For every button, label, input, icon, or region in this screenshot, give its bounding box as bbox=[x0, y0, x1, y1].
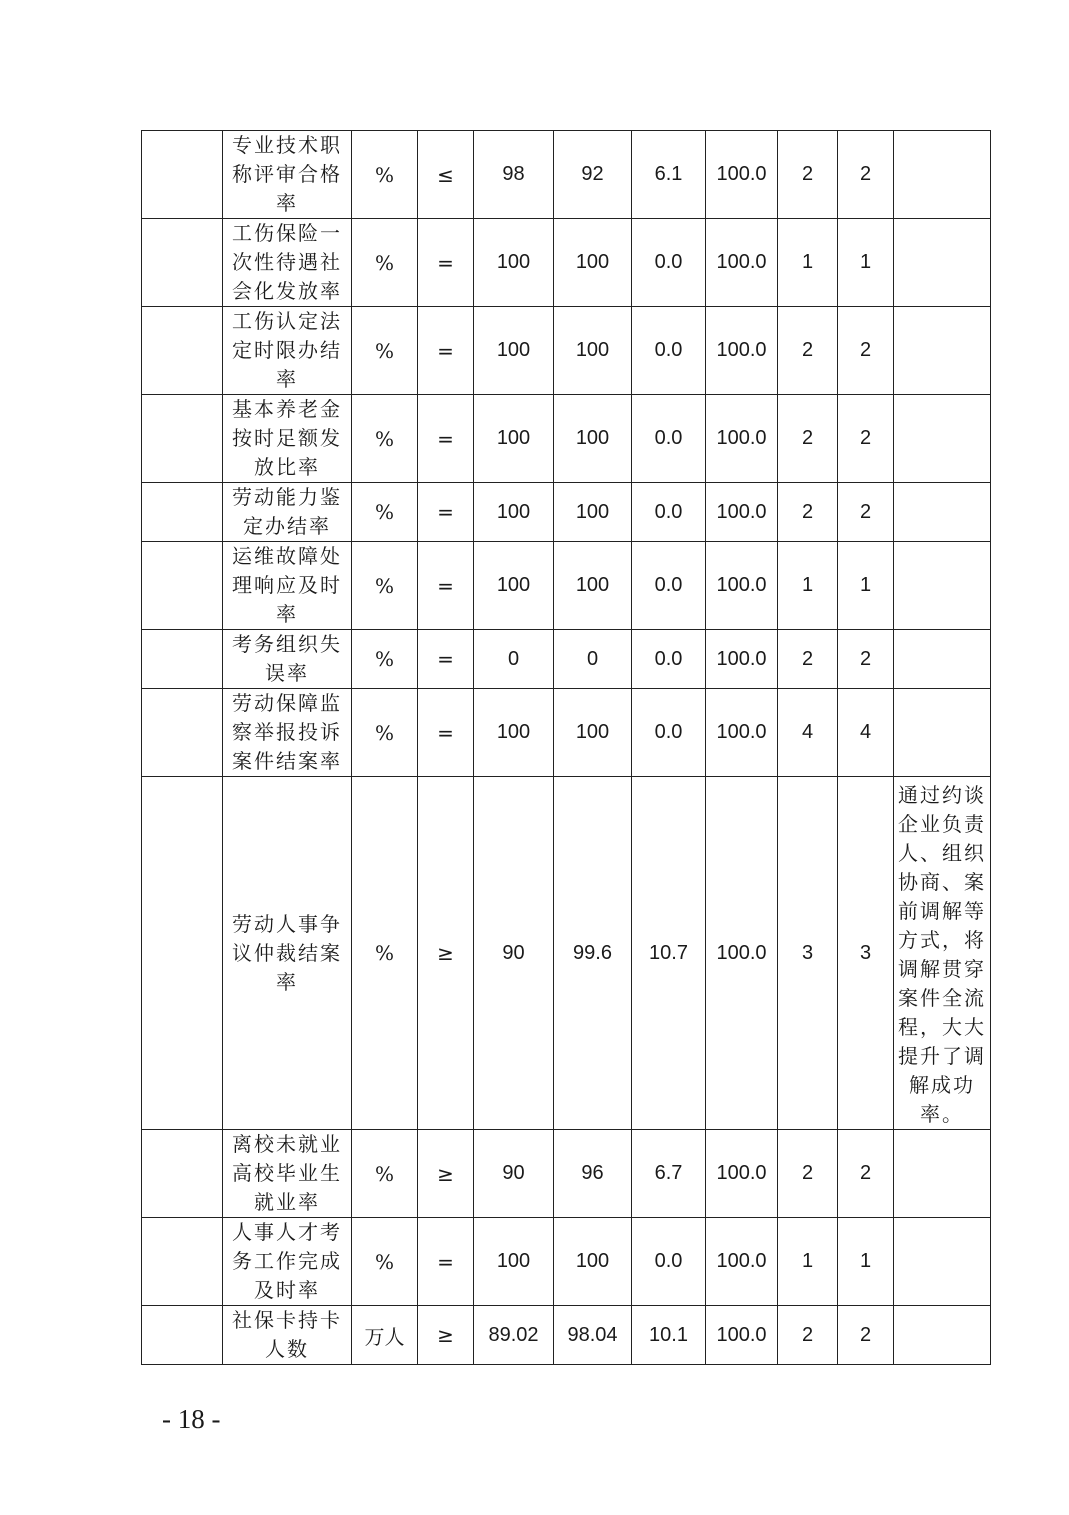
unit-cell: % bbox=[352, 483, 418, 542]
rate-cell: 0.0 bbox=[632, 689, 706, 777]
indicator-name: 劳动能力鉴定办结率 bbox=[223, 483, 352, 542]
indicator-name: 劳动保障监察举报投诉案件结案率 bbox=[223, 689, 352, 777]
score-rate-cell: 100.0 bbox=[706, 483, 778, 542]
actual-cell: 98.04 bbox=[554, 1306, 632, 1365]
indicator-name: 基本养老金按时足额发放比率 bbox=[223, 395, 352, 483]
unit-cell: % bbox=[352, 689, 418, 777]
rate-cell: 6.1 bbox=[632, 131, 706, 219]
score-cell: 2 bbox=[838, 1130, 894, 1218]
rate-cell: 0.0 bbox=[632, 542, 706, 630]
category-cell bbox=[142, 1218, 223, 1306]
indicator-name: 工伤保险一次性待遇社会化发放率 bbox=[223, 219, 352, 307]
unit-cell: 万人 bbox=[352, 1306, 418, 1365]
note-cell bbox=[894, 219, 991, 307]
category-cell bbox=[142, 630, 223, 689]
indicator-name: 考务组织失误率 bbox=[223, 630, 352, 689]
note-cell: 通过约谈企业负责人、组织协商、案前调解等方式，将调解贯穿案件全流程，大大提升了调解成功率。 bbox=[894, 777, 991, 1130]
note-cell bbox=[894, 307, 991, 395]
note-cell bbox=[894, 395, 991, 483]
operator-cell: = bbox=[418, 483, 474, 542]
operator-cell: = bbox=[418, 395, 474, 483]
note-cell bbox=[894, 483, 991, 542]
score-rate-cell: 100.0 bbox=[706, 219, 778, 307]
actual-cell: 100 bbox=[554, 307, 632, 395]
unit-cell: % bbox=[352, 542, 418, 630]
table-row bbox=[142, 1306, 991, 1365]
actual-cell: 100 bbox=[554, 395, 632, 483]
indicator-name: 专业技术职称评审合格率 bbox=[223, 131, 352, 219]
category-cell bbox=[142, 542, 223, 630]
table-row bbox=[142, 630, 991, 689]
actual-cell: 100 bbox=[554, 219, 632, 307]
category-cell bbox=[142, 1306, 223, 1365]
note-cell bbox=[894, 1218, 991, 1306]
category-cell bbox=[142, 395, 223, 483]
score-rate-cell: 100.0 bbox=[706, 307, 778, 395]
table-row bbox=[142, 542, 991, 630]
operator-cell: ≤ bbox=[418, 131, 474, 219]
score-cell: 2 bbox=[838, 483, 894, 542]
target-cell: 100 bbox=[474, 689, 554, 777]
actual-cell: 0 bbox=[554, 630, 632, 689]
category-cell bbox=[142, 131, 223, 219]
target-cell: 100 bbox=[474, 542, 554, 630]
actual-cell: 100 bbox=[554, 542, 632, 630]
weight-cell: 2 bbox=[778, 1130, 838, 1218]
category-cell bbox=[142, 777, 223, 1130]
indicator-name: 离校未就业高校毕业生就业率 bbox=[223, 1130, 352, 1218]
unit-cell: % bbox=[352, 1218, 418, 1306]
actual-cell: 96 bbox=[554, 1130, 632, 1218]
score-rate-cell: 100.0 bbox=[706, 1306, 778, 1365]
rate-cell: 0.0 bbox=[632, 307, 706, 395]
actual-cell: 92 bbox=[554, 131, 632, 219]
rate-cell: 0.0 bbox=[632, 483, 706, 542]
table-row bbox=[142, 219, 991, 307]
page-number: - 18 - bbox=[162, 1404, 221, 1434]
weight-cell: 1 bbox=[778, 1218, 838, 1306]
score-rate-cell: 100.0 bbox=[706, 542, 778, 630]
unit-cell: % bbox=[352, 1130, 418, 1218]
table-row bbox=[142, 307, 991, 395]
note-cell bbox=[894, 542, 991, 630]
score-rate-cell: 100.0 bbox=[706, 395, 778, 483]
actual-cell: 100 bbox=[554, 483, 632, 542]
indicator-name: 劳动人事争议仲裁结案率 bbox=[223, 777, 352, 1130]
indicator-name: 人事人才考务工作完成及时率 bbox=[223, 1218, 352, 1306]
table-row bbox=[142, 1218, 991, 1306]
indicator-name: 社保卡持卡人数 bbox=[223, 1306, 352, 1365]
target-cell: 98 bbox=[474, 131, 554, 219]
operator-cell: = bbox=[418, 1218, 474, 1306]
unit-cell: % bbox=[352, 219, 418, 307]
note-cell bbox=[894, 131, 991, 219]
weight-cell: 2 bbox=[778, 483, 838, 542]
score-cell: 1 bbox=[838, 219, 894, 307]
category-cell bbox=[142, 1130, 223, 1218]
rate-cell: 0.0 bbox=[632, 1218, 706, 1306]
rate-cell: 10.1 bbox=[632, 1306, 706, 1365]
indicator-name: 运维故障处理响应及时率 bbox=[223, 542, 352, 630]
weight-cell: 1 bbox=[778, 542, 838, 630]
score-cell: 1 bbox=[838, 1218, 894, 1306]
score-rate-cell: 100.0 bbox=[706, 1218, 778, 1306]
operator-cell: ≥ bbox=[418, 777, 474, 1130]
operator-cell: = bbox=[418, 630, 474, 689]
rate-cell: 0.0 bbox=[632, 395, 706, 483]
actual-cell: 100 bbox=[554, 1218, 632, 1306]
operator-cell: = bbox=[418, 689, 474, 777]
operator-cell: = bbox=[418, 542, 474, 630]
table-row bbox=[142, 483, 991, 542]
actual-cell: 100 bbox=[554, 689, 632, 777]
table-row bbox=[142, 777, 991, 1130]
score-cell: 2 bbox=[838, 1306, 894, 1365]
table-row bbox=[142, 689, 991, 777]
unit-cell: % bbox=[352, 630, 418, 689]
target-cell: 100 bbox=[474, 395, 554, 483]
table-row bbox=[142, 395, 991, 483]
category-cell bbox=[142, 307, 223, 395]
target-cell: 100 bbox=[474, 219, 554, 307]
operator-cell: ≥ bbox=[418, 1130, 474, 1218]
weight-cell: 4 bbox=[778, 689, 838, 777]
unit-cell: % bbox=[352, 777, 418, 1130]
category-cell bbox=[142, 689, 223, 777]
target-cell: 90 bbox=[474, 777, 554, 1130]
target-cell: 100 bbox=[474, 1218, 554, 1306]
score-rate-cell: 100.0 bbox=[706, 689, 778, 777]
operator-cell: ≥ bbox=[418, 1306, 474, 1365]
score-rate-cell: 100.0 bbox=[706, 1130, 778, 1218]
score-rate-cell: 100.0 bbox=[706, 131, 778, 219]
unit-cell: % bbox=[352, 131, 418, 219]
score-cell: 2 bbox=[838, 395, 894, 483]
score-cell: 1 bbox=[838, 542, 894, 630]
note-cell bbox=[894, 630, 991, 689]
note-cell bbox=[894, 1130, 991, 1218]
score-cell: 3 bbox=[838, 777, 894, 1130]
weight-cell: 1 bbox=[778, 219, 838, 307]
category-cell bbox=[142, 483, 223, 542]
score-rate-cell: 100.0 bbox=[706, 777, 778, 1130]
weight-cell: 2 bbox=[778, 1306, 838, 1365]
rate-cell: 10.7 bbox=[632, 777, 706, 1130]
rate-cell: 6.7 bbox=[632, 1130, 706, 1218]
weight-cell: 2 bbox=[778, 630, 838, 689]
indicator-table bbox=[141, 130, 991, 1365]
weight-cell: 3 bbox=[778, 777, 838, 1130]
rate-cell: 0.0 bbox=[632, 219, 706, 307]
note-cell bbox=[894, 689, 991, 777]
target-cell: 100 bbox=[474, 483, 554, 542]
weight-cell: 2 bbox=[778, 131, 838, 219]
rate-cell: 0.0 bbox=[632, 630, 706, 689]
target-cell: 100 bbox=[474, 307, 554, 395]
target-cell: 89.02 bbox=[474, 1306, 554, 1365]
target-cell: 0 bbox=[474, 630, 554, 689]
unit-cell: % bbox=[352, 307, 418, 395]
note-cell bbox=[894, 1306, 991, 1365]
score-cell: 4 bbox=[838, 689, 894, 777]
actual-cell: 99.6 bbox=[554, 777, 632, 1130]
unit-cell: % bbox=[352, 395, 418, 483]
score-cell: 2 bbox=[838, 307, 894, 395]
category-cell bbox=[142, 219, 223, 307]
score-cell: 2 bbox=[838, 630, 894, 689]
indicator-name: 工伤认定法定时限办结率 bbox=[223, 307, 352, 395]
operator-cell: = bbox=[418, 307, 474, 395]
weight-cell: 2 bbox=[778, 395, 838, 483]
score-rate-cell: 100.0 bbox=[706, 630, 778, 689]
score-cell: 2 bbox=[838, 131, 894, 219]
operator-cell: = bbox=[418, 219, 474, 307]
weight-cell: 2 bbox=[778, 307, 838, 395]
table-row bbox=[142, 131, 991, 219]
table-row bbox=[142, 1130, 991, 1218]
target-cell: 90 bbox=[474, 1130, 554, 1218]
